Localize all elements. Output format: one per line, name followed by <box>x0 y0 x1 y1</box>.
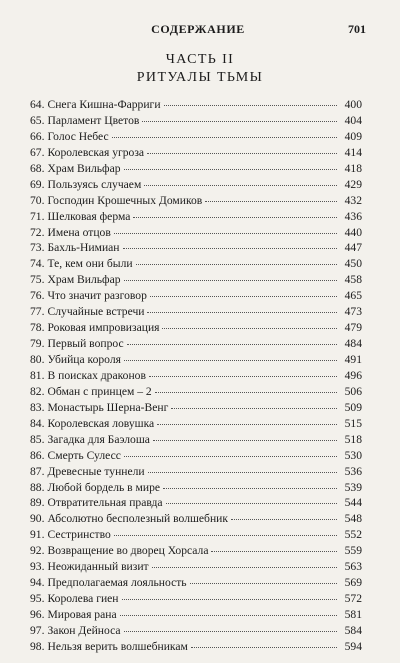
toc-dot-leader <box>157 424 337 425</box>
toc-page-number: 584 <box>344 623 362 637</box>
toc-dot-leader <box>231 519 337 520</box>
toc-chapter-title: Отвратительная правда <box>47 496 163 510</box>
toc-chapter-number: 98. <box>30 639 45 653</box>
toc-chapter-title: Роковая импровизация <box>47 321 160 335</box>
toc-chapter-title: Убийца короля <box>47 353 121 366</box>
toc-dot-leader <box>153 440 337 441</box>
toc-chapter-number: 64. <box>30 98 45 111</box>
toc-chapter-number: 65. <box>30 113 45 127</box>
toc-chapter-title: Первый вопрос <box>47 337 124 351</box>
toc-entry <box>30 543 362 559</box>
toc-dot-leader <box>123 248 337 249</box>
toc-chapter-number: 94. <box>30 576 45 590</box>
toc-chapter-number: 89. <box>30 496 45 510</box>
toc-chapter-title: Голос Небес <box>47 129 109 143</box>
toc-chapter-title: Обман с принцем – 2 <box>47 384 152 398</box>
toc-page-number: 432 <box>344 193 362 207</box>
toc-entry <box>30 336 362 352</box>
toc-dot-leader <box>162 328 337 329</box>
toc-chapter-title: Любой бордель в мире <box>47 480 161 494</box>
toc-entry <box>30 607 362 623</box>
toc-entry <box>30 527 362 543</box>
toc-chapter-title: Случайные встречи <box>47 305 145 319</box>
toc-entry <box>30 240 362 256</box>
toc-chapter-title: Возвращение во дворец Хорсала <box>47 544 209 558</box>
toc-page-number: 572 <box>344 592 362 606</box>
toc-page-number: 418 <box>344 161 362 175</box>
toc-chapter-title: Те, кем они были <box>47 257 133 271</box>
toc-chapter-title: Шелковая ферма <box>47 209 131 223</box>
toc-chapter-title: Королевская ловушка <box>47 416 155 430</box>
toc-page-number: 429 <box>344 177 362 191</box>
toc-entry <box>30 320 362 336</box>
toc-entry <box>30 113 362 129</box>
toc-dot-leader <box>122 599 338 600</box>
toc-dot-leader <box>144 185 337 186</box>
toc-page-number: 581 <box>344 608 362 621</box>
toc-chapter-title: Королева гиен <box>47 592 119 606</box>
toc-chapter-number: 74. <box>30 257 45 271</box>
toc-chapter-number: 91. <box>30 528 45 542</box>
toc-page-number: 400 <box>344 98 362 111</box>
toc-entry <box>30 432 362 448</box>
toc-page-number: 506 <box>344 384 362 398</box>
toc-dot-leader <box>148 472 337 473</box>
toc-dot-leader <box>124 360 337 361</box>
toc-chapter-number: 71. <box>30 209 45 223</box>
toc-chapter-number: 75. <box>30 273 45 287</box>
toc-dot-leader <box>166 503 337 504</box>
toc-page-number: 436 <box>344 209 362 223</box>
toc-page-number: 548 <box>344 512 362 526</box>
toc-chapter-number: 88. <box>30 480 45 494</box>
toc-chapter-title: Неожиданный визит <box>47 560 149 574</box>
toc-dot-leader <box>114 535 337 536</box>
toc-chapter-number: 69. <box>30 177 45 191</box>
toc-dot-leader <box>149 376 337 377</box>
toc-chapter-number: 78. <box>30 321 45 335</box>
toc-page-number: 518 <box>344 432 362 446</box>
toc-entry <box>30 495 362 511</box>
table-of-contents <box>30 97 362 655</box>
toc-page-number: 409 <box>344 129 362 143</box>
toc-entry <box>30 416 362 432</box>
toc-page-number: 414 <box>344 145 362 159</box>
toc-entry <box>30 272 362 288</box>
toc-page-number: 594 <box>344 639 362 653</box>
toc-dot-leader <box>171 408 337 409</box>
toc-chapter-title: Закон Дейноса <box>47 623 121 637</box>
toc-dot-leader <box>124 280 337 281</box>
toc-page-number: 450 <box>344 257 362 271</box>
toc-chapter-number: 87. <box>30 464 45 478</box>
toc-page-number: 539 <box>344 480 362 494</box>
toc-entry <box>30 129 362 145</box>
toc-page-number: 496 <box>344 368 362 382</box>
toc-chapter-number: 96. <box>30 608 45 621</box>
toc-chapter-number: 77. <box>30 305 45 319</box>
toc-chapter-title: Монастырь Шерна-Венг <box>47 400 169 414</box>
toc-chapter-number: 67. <box>30 145 45 159</box>
toc-chapter-title: Мировая рана <box>47 608 117 621</box>
toc-chapter-number: 66. <box>30 129 45 143</box>
toc-chapter-title: Загадка для Баэлоша <box>47 432 150 446</box>
toc-chapter-title: Смерть Сулесс <box>47 448 121 462</box>
toc-chapter-number: 72. <box>30 225 45 239</box>
toc-entry <box>30 97 362 113</box>
toc-chapter-number: 95. <box>30 592 45 606</box>
toc-page-number: 536 <box>344 464 362 478</box>
toc-page-number: 440 <box>344 225 362 239</box>
toc-dot-leader <box>136 264 337 265</box>
toc-entry <box>30 591 362 607</box>
toc-dot-leader <box>190 583 337 584</box>
toc-chapter-number: 68. <box>30 161 45 175</box>
toc-dot-leader <box>147 153 337 154</box>
toc-page-number: 559 <box>344 544 362 558</box>
toc-chapter-title: Древесные туннели <box>47 464 145 478</box>
toc-dot-leader <box>191 647 337 648</box>
toc-page-number: 563 <box>344 560 362 574</box>
toc-page-number: 473 <box>344 305 362 319</box>
part-label: ЧАСТЬ II <box>165 52 235 67</box>
toc-chapter-title: Что значит разговор <box>47 289 147 303</box>
toc-page-number: 465 <box>344 289 362 303</box>
toc-page-number: 509 <box>344 400 362 414</box>
toc-dot-leader <box>211 551 337 552</box>
toc-page-number: 447 <box>344 241 362 255</box>
toc-dot-leader <box>120 615 337 616</box>
part-title: РИТУАЛЫ ТЬМЫ <box>136 70 264 85</box>
toc-entry <box>30 177 362 193</box>
toc-chapter-title: Имена отцов <box>47 225 111 239</box>
toc-dot-leader <box>142 121 337 122</box>
toc-chapter-number: 97. <box>30 623 45 637</box>
toc-entry <box>30 352 362 368</box>
toc-chapter-title: Парламент Цветов <box>47 113 140 127</box>
toc-dot-leader <box>152 567 337 568</box>
toc-chapter-title: Предполагаемая лояльность <box>47 576 187 590</box>
toc-dot-leader <box>112 137 337 138</box>
toc-page-number: 484 <box>344 337 362 351</box>
toc-entry <box>30 193 362 209</box>
toc-chapter-title: Пользуясь случаем <box>47 177 142 191</box>
toc-entry <box>30 256 362 272</box>
toc-dot-leader <box>163 488 337 489</box>
toc-dot-leader <box>164 105 337 106</box>
toc-entry <box>30 559 362 575</box>
toc-entry <box>30 448 362 464</box>
toc-entry <box>30 464 362 480</box>
toc-page-number: 479 <box>344 321 362 335</box>
toc-dot-leader <box>124 631 337 632</box>
toc-entry <box>30 400 362 416</box>
toc-entry <box>30 575 362 591</box>
toc-chapter-number: 80. <box>30 353 45 366</box>
toc-dot-leader <box>124 169 337 170</box>
toc-chapter-number: 92. <box>30 544 45 558</box>
toc-entry <box>30 225 362 241</box>
toc-chapter-number: 70. <box>30 193 45 207</box>
toc-chapter-title: Сестринство <box>47 528 111 542</box>
toc-entry <box>30 623 362 639</box>
page-number: 701 <box>348 22 366 36</box>
toc-chapter-title: Нельзя верить волшебникам <box>47 639 188 653</box>
toc-dot-leader <box>150 296 337 297</box>
toc-chapter-title: Снега Кишна-Фарриги <box>47 98 161 111</box>
toc-chapter-number: 82. <box>30 384 45 398</box>
toc-chapter-number: 90. <box>30 512 45 526</box>
toc-dot-leader <box>147 312 337 313</box>
toc-page-number: 530 <box>344 448 362 462</box>
toc-entry <box>30 511 362 527</box>
toc-chapter-number: 86. <box>30 448 45 462</box>
toc-chapter-title: Храм Вильфар <box>47 273 121 287</box>
toc-chapter-title: Королевская угроза <box>47 145 145 159</box>
toc-entry <box>30 288 362 304</box>
toc-entry <box>30 384 362 400</box>
toc-chapter-title: Господин Крошечных Домиков <box>47 193 203 207</box>
toc-page-number: 569 <box>344 576 362 590</box>
toc-page-number: 491 <box>344 353 362 366</box>
toc-chapter-title: Храм Вильфар <box>47 161 121 175</box>
toc-chapter-number: 79. <box>30 337 45 351</box>
toc-entry <box>30 304 362 320</box>
toc-chapter-number: 93. <box>30 560 45 574</box>
toc-page-number: 544 <box>344 496 362 510</box>
toc-entry <box>30 368 362 384</box>
toc-chapter-number: 81. <box>30 368 45 382</box>
toc-chapter-number: 84. <box>30 416 45 430</box>
toc-page-number: 404 <box>344 113 362 127</box>
toc-chapter-title: Бахль-Нимиан <box>47 241 120 255</box>
toc-chapter-number: 85. <box>30 432 45 446</box>
toc-dot-leader <box>127 344 337 345</box>
toc-chapter-number: 83. <box>30 400 45 414</box>
toc-entry <box>30 639 362 655</box>
toc-dot-leader <box>205 201 337 202</box>
running-title: СОДЕРЖАНИЕ <box>151 22 245 36</box>
toc-entry <box>30 161 362 177</box>
toc-dot-leader <box>155 392 337 393</box>
toc-page-number: 552 <box>344 528 362 542</box>
toc-dot-leader <box>114 233 337 234</box>
toc-chapter-number: 76. <box>30 289 45 303</box>
toc-chapter-title: Абсолютно бесполезный волшебник <box>47 512 228 526</box>
toc-chapter-title: В поисках драконов <box>47 368 146 382</box>
toc-dot-leader <box>133 217 337 218</box>
toc-chapter-number: 73. <box>30 241 45 255</box>
toc-entry <box>30 145 362 161</box>
toc-page-number: 515 <box>344 416 362 430</box>
toc-entry <box>30 480 362 496</box>
running-head <box>30 22 366 38</box>
toc-dot-leader <box>124 456 337 457</box>
toc-page-number: 458 <box>344 273 362 287</box>
toc-entry <box>30 209 362 225</box>
